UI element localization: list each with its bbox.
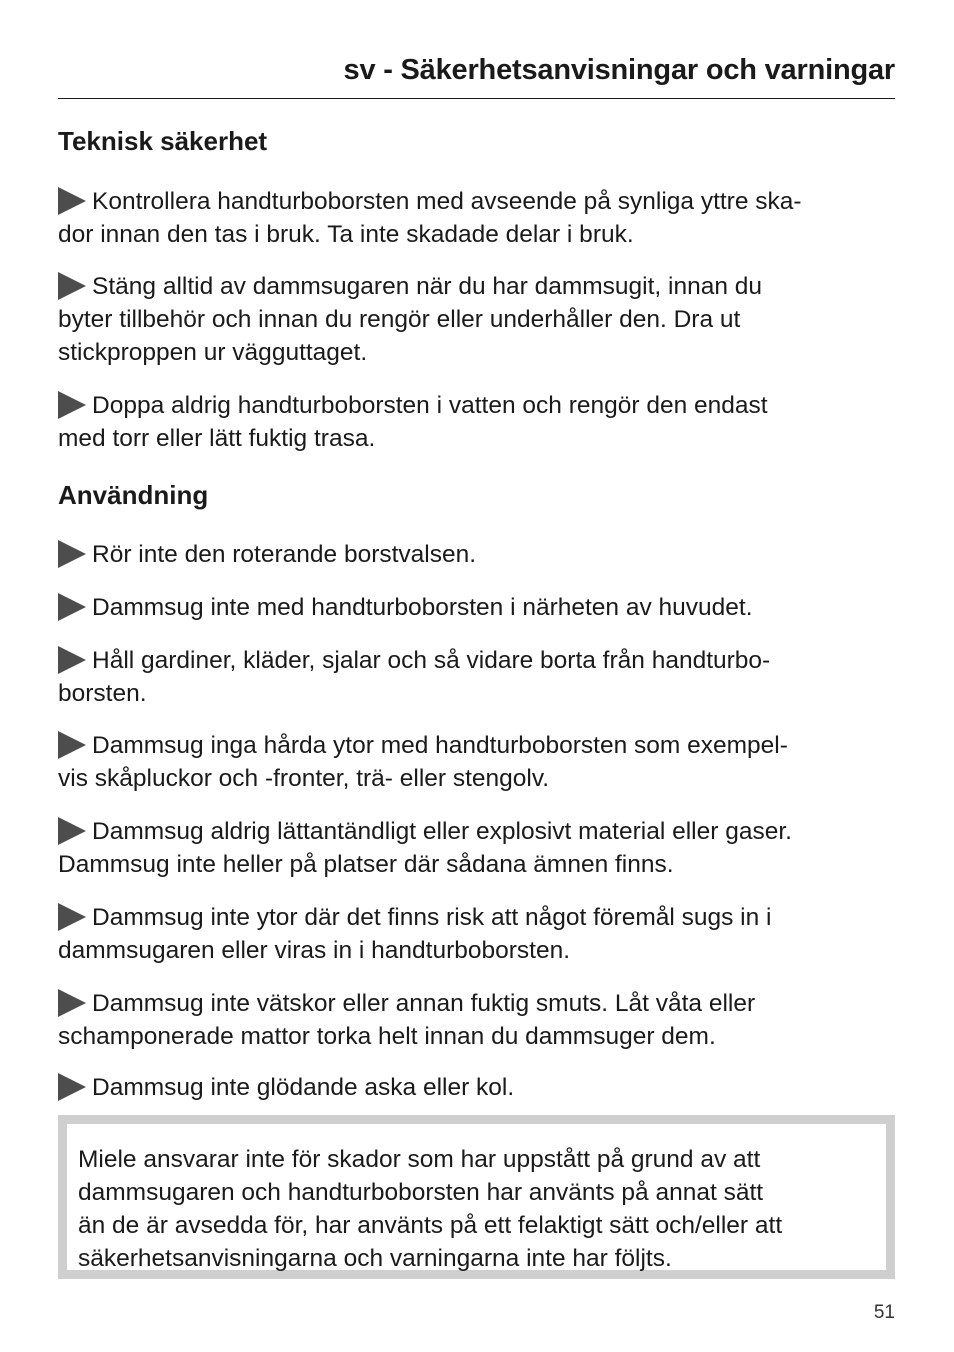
list-item: Rör inte den roterande borstvalsen. [58,538,895,571]
page-title: sv - Säkerhetsanvisningar och varningar [343,54,895,86]
triangle-right-arrow-icon [58,593,86,621]
list-item: Dammsug inte med handturboborsten i närheten av huvudet. [58,591,895,624]
page-number: 51 [873,1302,895,1323]
list-item: Doppa aldrig handturboborsten i vatten och rengör den endast med torr eller lätt fuktig trasa. [58,392,768,452]
list-item: Dammsug inte glödande aska eller kol. [58,1071,895,1104]
section-heading-teknisk-sakerhet: Teknisk säkerhet [58,126,268,156]
triangle-right-arrow-icon [58,731,86,759]
list-item: Stäng alltid av dammsugaren när du har dammsugit, innan du byter tillbehör och innan du rengör eller underhåller den. Dra ut stickproppen ur vägguttaget. [58,273,763,366]
triangle-right-arrow-icon [58,989,86,1017]
triangle-right-arrow-icon [58,903,86,931]
triangle-right-arrow-icon [58,1073,86,1101]
triangle-right-arrow-icon [58,391,86,419]
list-item: Dammsug inte vätskor eller annan fuktig smuts. Låt våta eller schamponerade mattor torka helt innan du dammsuger dem. [58,990,756,1050]
triangle-right-arrow-icon [58,646,86,674]
triangle-right-arrow-icon [58,272,86,300]
list-item: Håll gardiner, kläder, sjalar och så vidare borta från handturbo- borsten. [58,647,771,707]
section-heading-anvandning: Användning [58,480,209,510]
triangle-right-arrow-icon [58,187,86,215]
list-item: Dammsug aldrig lättantändligt eller explosivt material eller gaser. Dammsug inte heller på platser där sådana ämnen finns. [58,818,792,878]
list-item: Kontrollera handturboborsten med avseende på synliga yttre ska- dor innan den tas i bruk. Ta inte skadade delar i bruk. [58,188,802,248]
page-header [58,52,895,99]
disclaimer-note-box [58,1115,895,1279]
triangle-right-arrow-icon [58,817,86,845]
disclaimer-note-text: Miele ansvarar inte för skador som har uppstått på grund av att dammsugaren och handturboborsten har använts på annat sätt än de är avsedda för, har använts på ett felaktigt sätt och/eller att säkerhetsanvisningarna och varningarna inte har följts. [67,1124,886,1270]
list-item: Dammsug inga hårda ytor med handturboborsten som exempel- vis skåpluckor och -fronter, trä- eller stengolv. [58,732,788,792]
triangle-right-arrow-icon [58,540,86,568]
list-item: Dammsug inte ytor där det finns risk att något föremål sugs in i dammsugaren eller viras in i handturboborsten. [58,904,772,964]
